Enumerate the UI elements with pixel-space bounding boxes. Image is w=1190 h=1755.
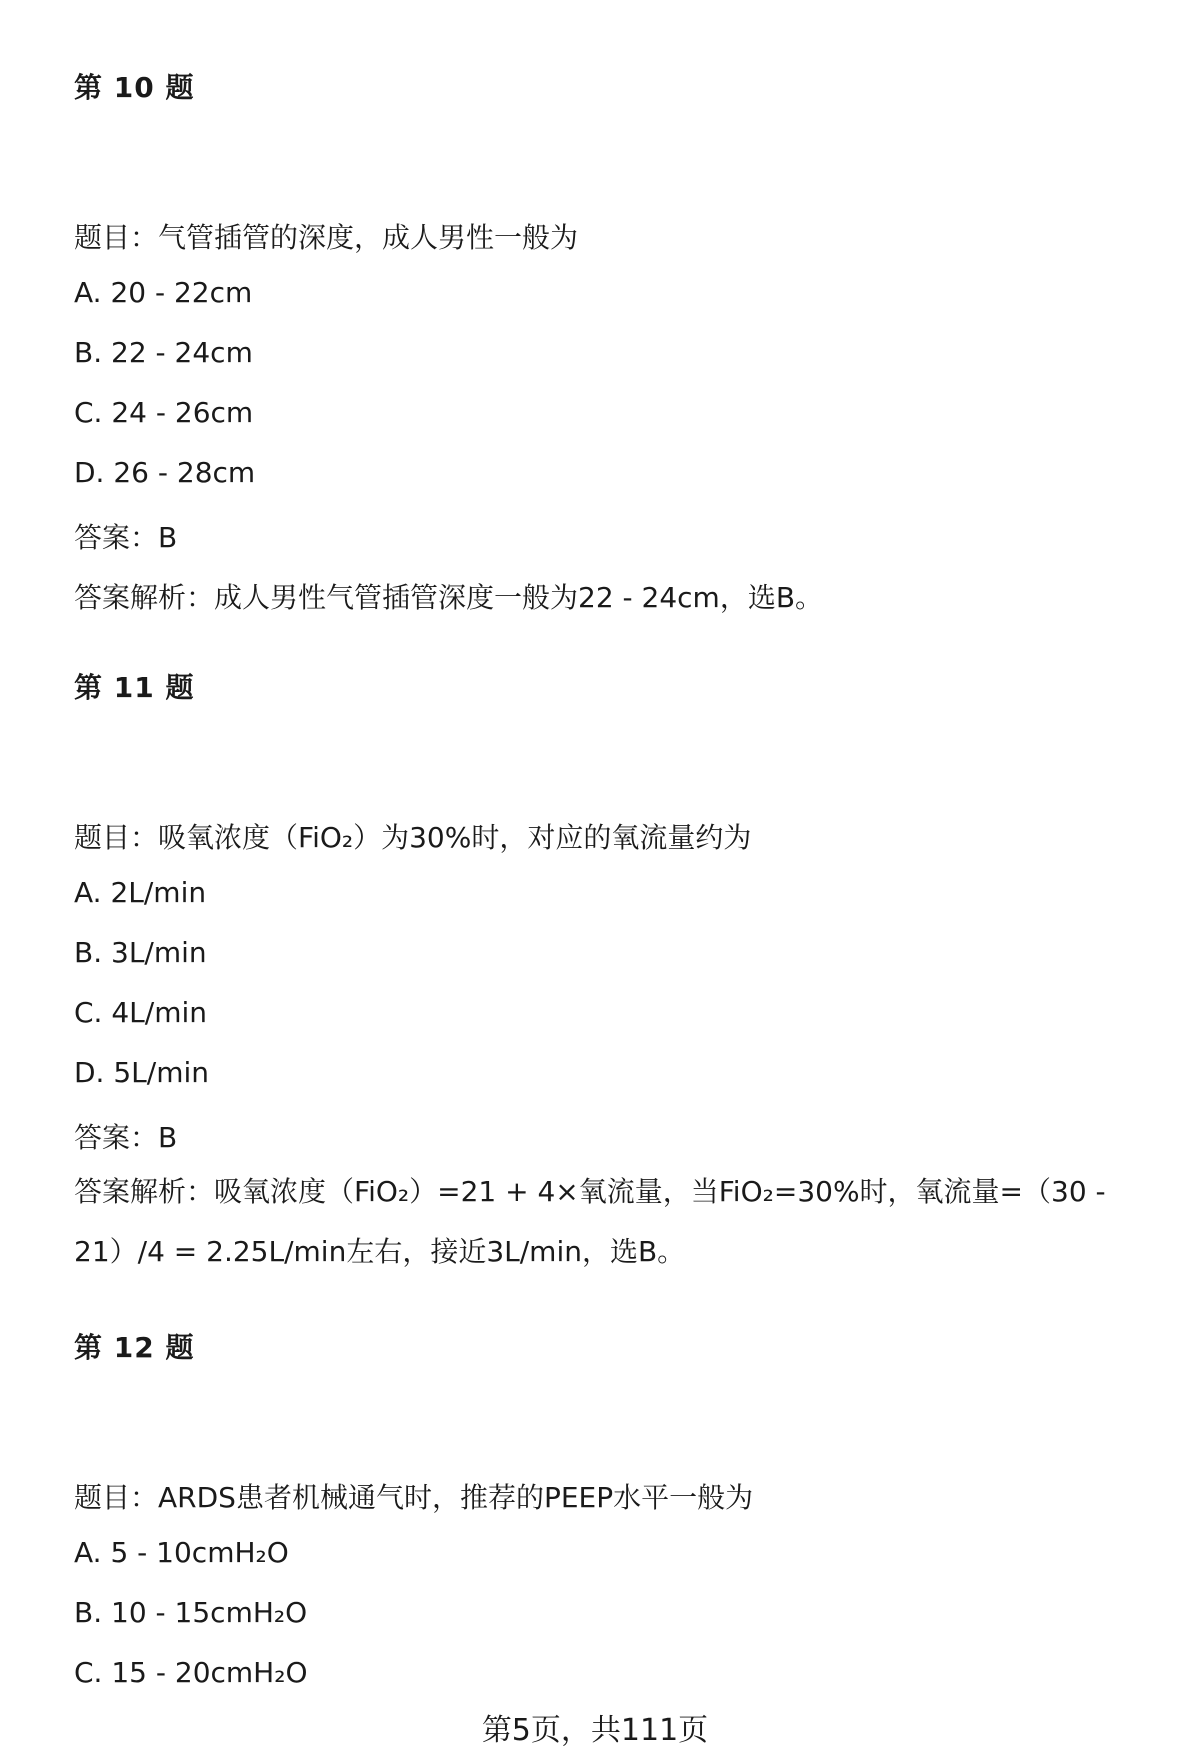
question-11-option-b: B. 3L/min — [74, 936, 207, 969]
question-12-option-c: C. 15 - 20cmH₂O — [74, 1656, 308, 1689]
question-11-title: 第 11 题 — [74, 671, 195, 704]
question-10-answer: 答案：B — [74, 521, 178, 554]
question-10-analysis: 答案解析：成人男性气管插管深度一般为22 - 24cm，选B。 — [74, 581, 824, 614]
question-12-option-b: B. 10 - 15cmH₂O — [74, 1596, 308, 1629]
question-11-option-a: A. 2L/min — [74, 876, 207, 909]
question-10-title: 第 10 题 — [74, 71, 195, 104]
question-10-option-a: A. 20 - 22cm — [74, 276, 253, 309]
question-10-option-d: D. 26 - 28cm — [74, 456, 256, 489]
question-12-title: 第 12 题 — [74, 1331, 195, 1364]
question-10-option-b: B. 22 - 24cm — [74, 336, 253, 369]
question-12-stem: 题目：ARDS患者机械通气时，推荐的PEEP水平一般为 — [74, 1481, 754, 1514]
question-11-stem: 题目：吸氧浓度（FiO₂）为30%时，对应的氧流量约为 — [74, 821, 752, 854]
page-number-footer: 第5页，共111页 — [481, 1713, 709, 1748]
question-12-option-a: A. 5 - 10cmH₂O — [74, 1536, 289, 1569]
question-11-option-d: D. 5L/min — [74, 1056, 210, 1089]
question-11-option-c: C. 4L/min — [74, 996, 207, 1029]
question-10-option-c: C. 24 - 26cm — [74, 396, 254, 429]
question-10-stem: 题目：气管插管的深度，成人男性一般为 — [74, 221, 579, 254]
question-11-analysis: 答案解析：吸氧浓度（FiO₂）=21 + 4×氧流量，当FiO₂=30%时，氧流量=（30 - 21）/4 = 2.25L/min左右，接近3L/min，选B。 — [74, 1175, 1106, 1268]
question-11-answer: 答案：B — [74, 1121, 178, 1154]
